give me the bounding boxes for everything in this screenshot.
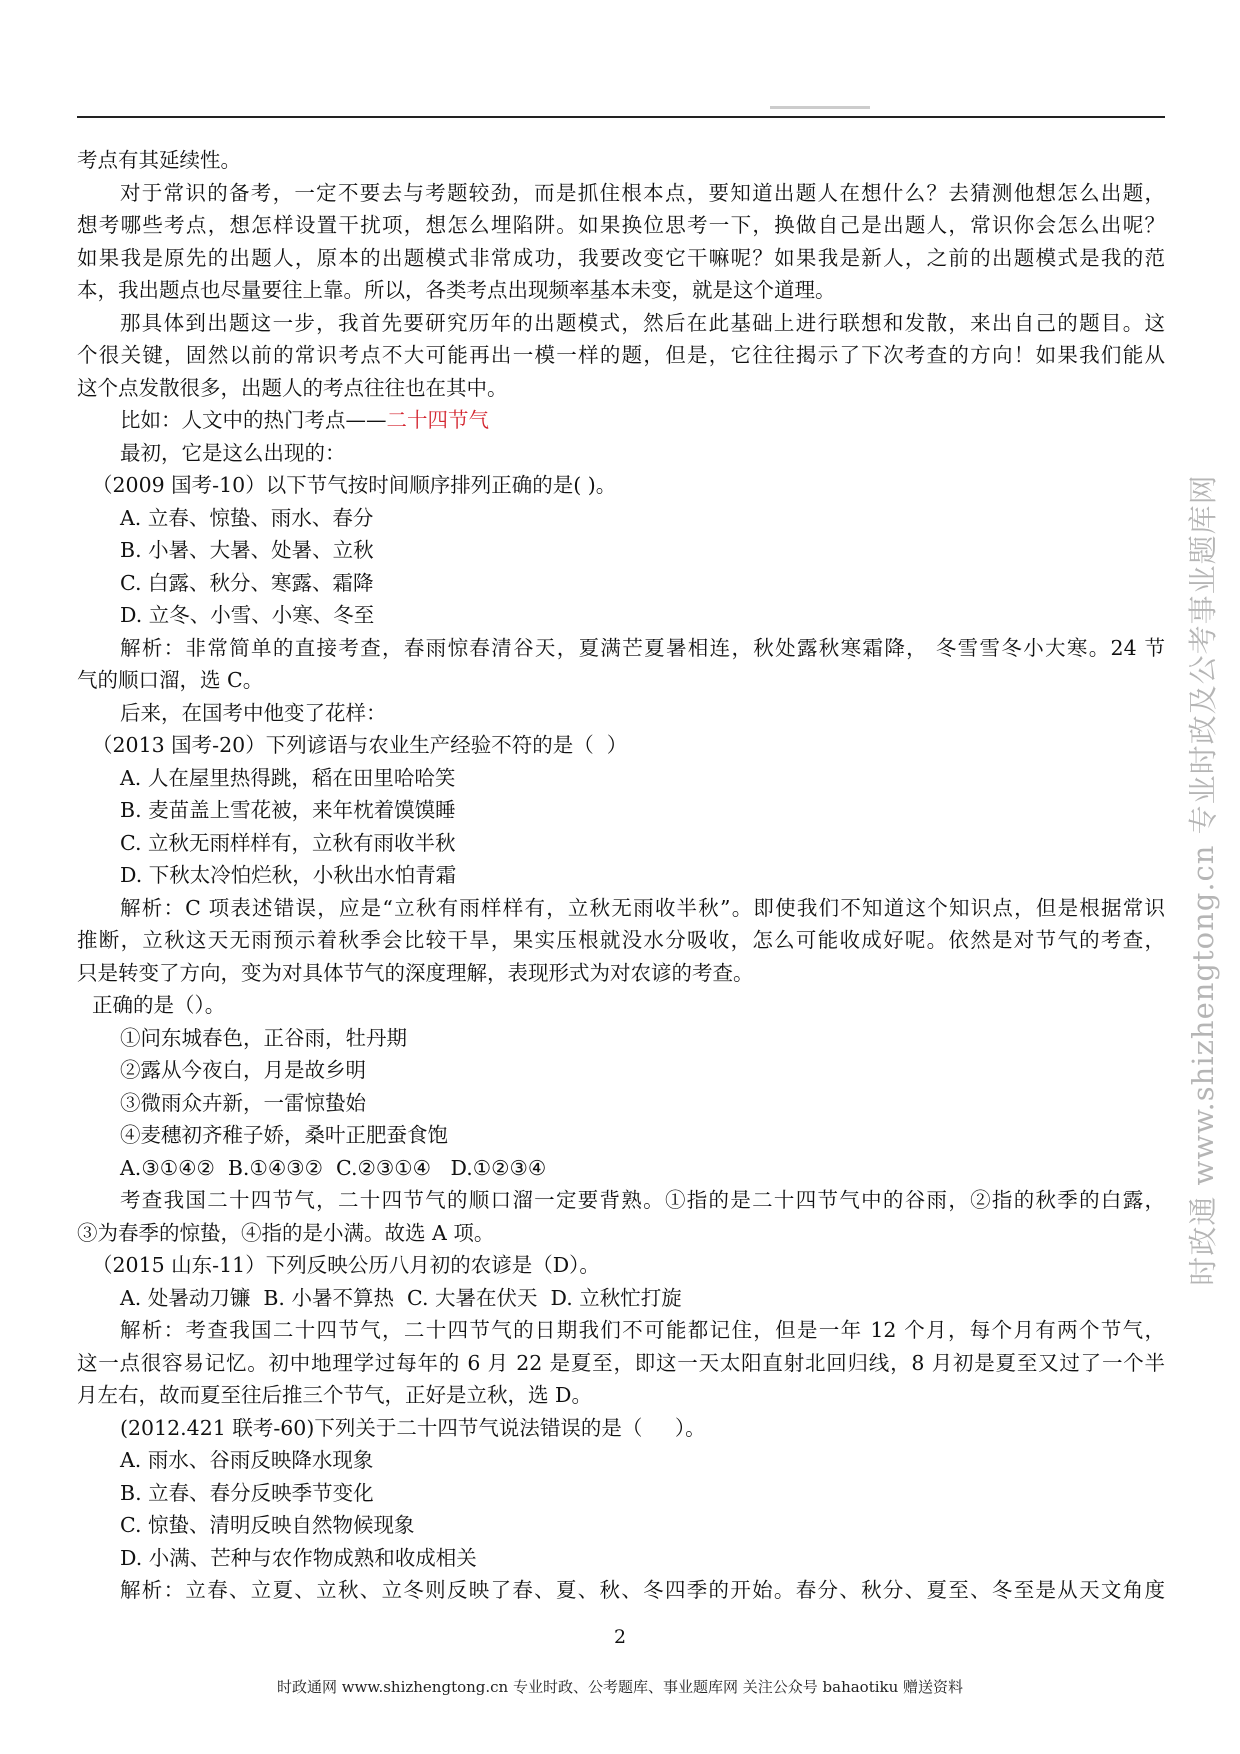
option: ①问东城春色，正谷雨，牡丹期 (120, 1025, 407, 1050)
question-stem: （2009 国考-10）以下节气按时间顺序排列正确的是( )。 (92, 473, 617, 497)
option: B. 小暑、大暑、处暑、立秋 (120, 538, 374, 562)
text-line-lead: 比如：人文中的热门考点—— (120, 408, 387, 432)
text-line: 本，我出题点也尽量要往上靠。所以，各类考点出现频率基本未变，就是这个道理。 (77, 278, 836, 302)
answer-choices: A. 处暑动刀镰 B. 小暑不算热 C. 大暑在伏天 D. 立秋忙打旋 (120, 1285, 682, 1310)
analysis-line: 月左右，故而夏至往后推三个节气，正好是立秋，选 D。 (77, 1383, 592, 1407)
header-rule (77, 116, 1165, 118)
text-line: 考点有其延续性。 (77, 148, 241, 172)
answer-choices: A.③①④② B.①④③② C.②③①④ D.①②③④ (120, 1155, 547, 1180)
option: A. 人在屋里热得跳，稻在田里哈哈笑 (120, 765, 456, 790)
text-line: 个很关键，固然以前的常识考点不大可能再出一模一样的题，但是，它往往揭示了下次考查的方向！如果我们能从 (77, 343, 1165, 367)
option: ②露从今夜白，月是故乡明 (120, 1058, 366, 1082)
header-faint-text (770, 106, 870, 109)
question-stem: (2012.421 联考-60)下列关于二十四节气说法错误的是（ ）。 (120, 1415, 706, 1440)
analysis-line: 只是转变了方向，变为对具体节气的深度理解，表现形式为对农谚的考查。 (77, 960, 754, 985)
analysis-line: 解析：C 项表述错误，应是“立秋有雨样样有，立秋无雨收半秋”。即使我们不知道这个知识点，但是根据常识 (120, 895, 1165, 920)
analysis-line: 推断，立秋这天无雨预示着秋季会比较干旱，果实压根就没水分吸收，怎么可能收成好呢。依然是对节气的考查， (77, 928, 1165, 952)
watermark: 时政通 www.shizhengtong.cn 专业时政及公考事业题库网 (1186, 474, 1220, 1286)
option: D. 下秋太冷怕烂秋，小秋出水怕青霜 (120, 863, 457, 887)
text-line: 那具体到出题这一步，我首先要研究历年的出题模式，然后在此基础上进行联想和发散，来出自己的题目。这 (120, 310, 1165, 335)
text-line: 这个点发散很多，出题人的考点往往也在其中。 (77, 375, 508, 400)
option: A. 立春、惊蛰、雨水、春分 (120, 505, 374, 530)
analysis-line: 解析：非常简单的直接考查，春雨惊春清谷天，夏满芒夏暑相连，秋处露秋寒霜降， 冬雪雪冬小大寒。24 节 (120, 635, 1165, 660)
question-stem: （2015 山东-11）下列反映公历八月初的农谚是（D）。 (92, 1253, 600, 1277)
option: B. 麦苗盖上雪花被，来年枕着馍馍睡 (120, 798, 456, 822)
option: ③微雨众卉新，一雷惊蛰始 (120, 1090, 366, 1115)
option: B. 立春、春分反映季节变化 (120, 1480, 374, 1505)
footer-text: 时政通网 www.shizhengtong.cn 专业时政、公考题库、事业题库网 关注公众号 bahaotiku 赠送资料 (276, 1678, 964, 1696)
highlight-term: 二十四节气 (386, 408, 489, 432)
question-stem: 正确的是（）。 (92, 993, 226, 1017)
option: A. 雨水、谷雨反映降水现象 (120, 1448, 374, 1472)
option: ④麦穗初齐稚子娇，桑叶正肥蚕食饱 (120, 1123, 448, 1147)
text-line: 如果我是原先的出题人，原本的出题模式非常成功，我要改变它干嘛呢？如果我是新人，之前的出题模式是我的范 (77, 245, 1165, 270)
analysis-line: 这一点很容易记忆。初中地理学过每年的 6 月 22 是夏至，即这一天太阳直射北回归线，8 月初是夏至又过了一个半 (77, 1350, 1165, 1375)
option: C. 立秋无雨样样有，立秋有雨收半秋 (120, 830, 456, 855)
text-line: 最初，它是这么出现的： (120, 440, 346, 465)
text-line: 想考哪些考点，想怎样设置干扰项，想怎么埋陷阱。如果换位思考一下，换做自己是出题人，常识你会怎么出呢？ (77, 213, 1165, 237)
option: D. 小满、芒种与农作物成熟和收成相关 (120, 1545, 477, 1570)
text-line: 后来，在国考中他变了花样： (120, 700, 387, 725)
document-body (77, 144, 1165, 1607)
analysis-line: 解析：考查我国二十四节气，二十四节气的日期我们不可能都记住，但是一年 12 个月，每个月有两个节气， (120, 1318, 1165, 1342)
option: D. 立冬、小雪、小寒、冬至 (120, 603, 375, 627)
analysis-line: ③为春季的惊蛰，④指的是小满。故选 A 项。 (77, 1220, 495, 1245)
analysis-line: 解析：立春、立夏、立秋、立冬则反映了春、夏、秋、冬四季的开始。春分、秋分、夏至、冬至是从天文角度 (120, 1578, 1165, 1602)
analysis-line: 气的顺口溜，选 C。 (77, 668, 264, 692)
option: C. 白露、秋分、寒露、霜降 (120, 570, 374, 595)
page-number: 2 (613, 1626, 627, 1648)
option: C. 惊蛰、清明反映自然物候现象 (120, 1513, 415, 1537)
question-stem: （2013 国考-20）下列谚语与农业生产经验不符的是（ ） (92, 733, 628, 757)
text-line: 对于常识的备考，一定不要去与考题较劲，而是抓住根本点，要知道出题人在想什么？去猜测他想怎么出题， (120, 180, 1165, 205)
text-line (77, 404, 1165, 437)
analysis-line: 考查我国二十四节气，二十四节气的顺口溜一定要背熟。①指的是二十四节气中的谷雨，②指的秋季的白露， (120, 1188, 1165, 1212)
